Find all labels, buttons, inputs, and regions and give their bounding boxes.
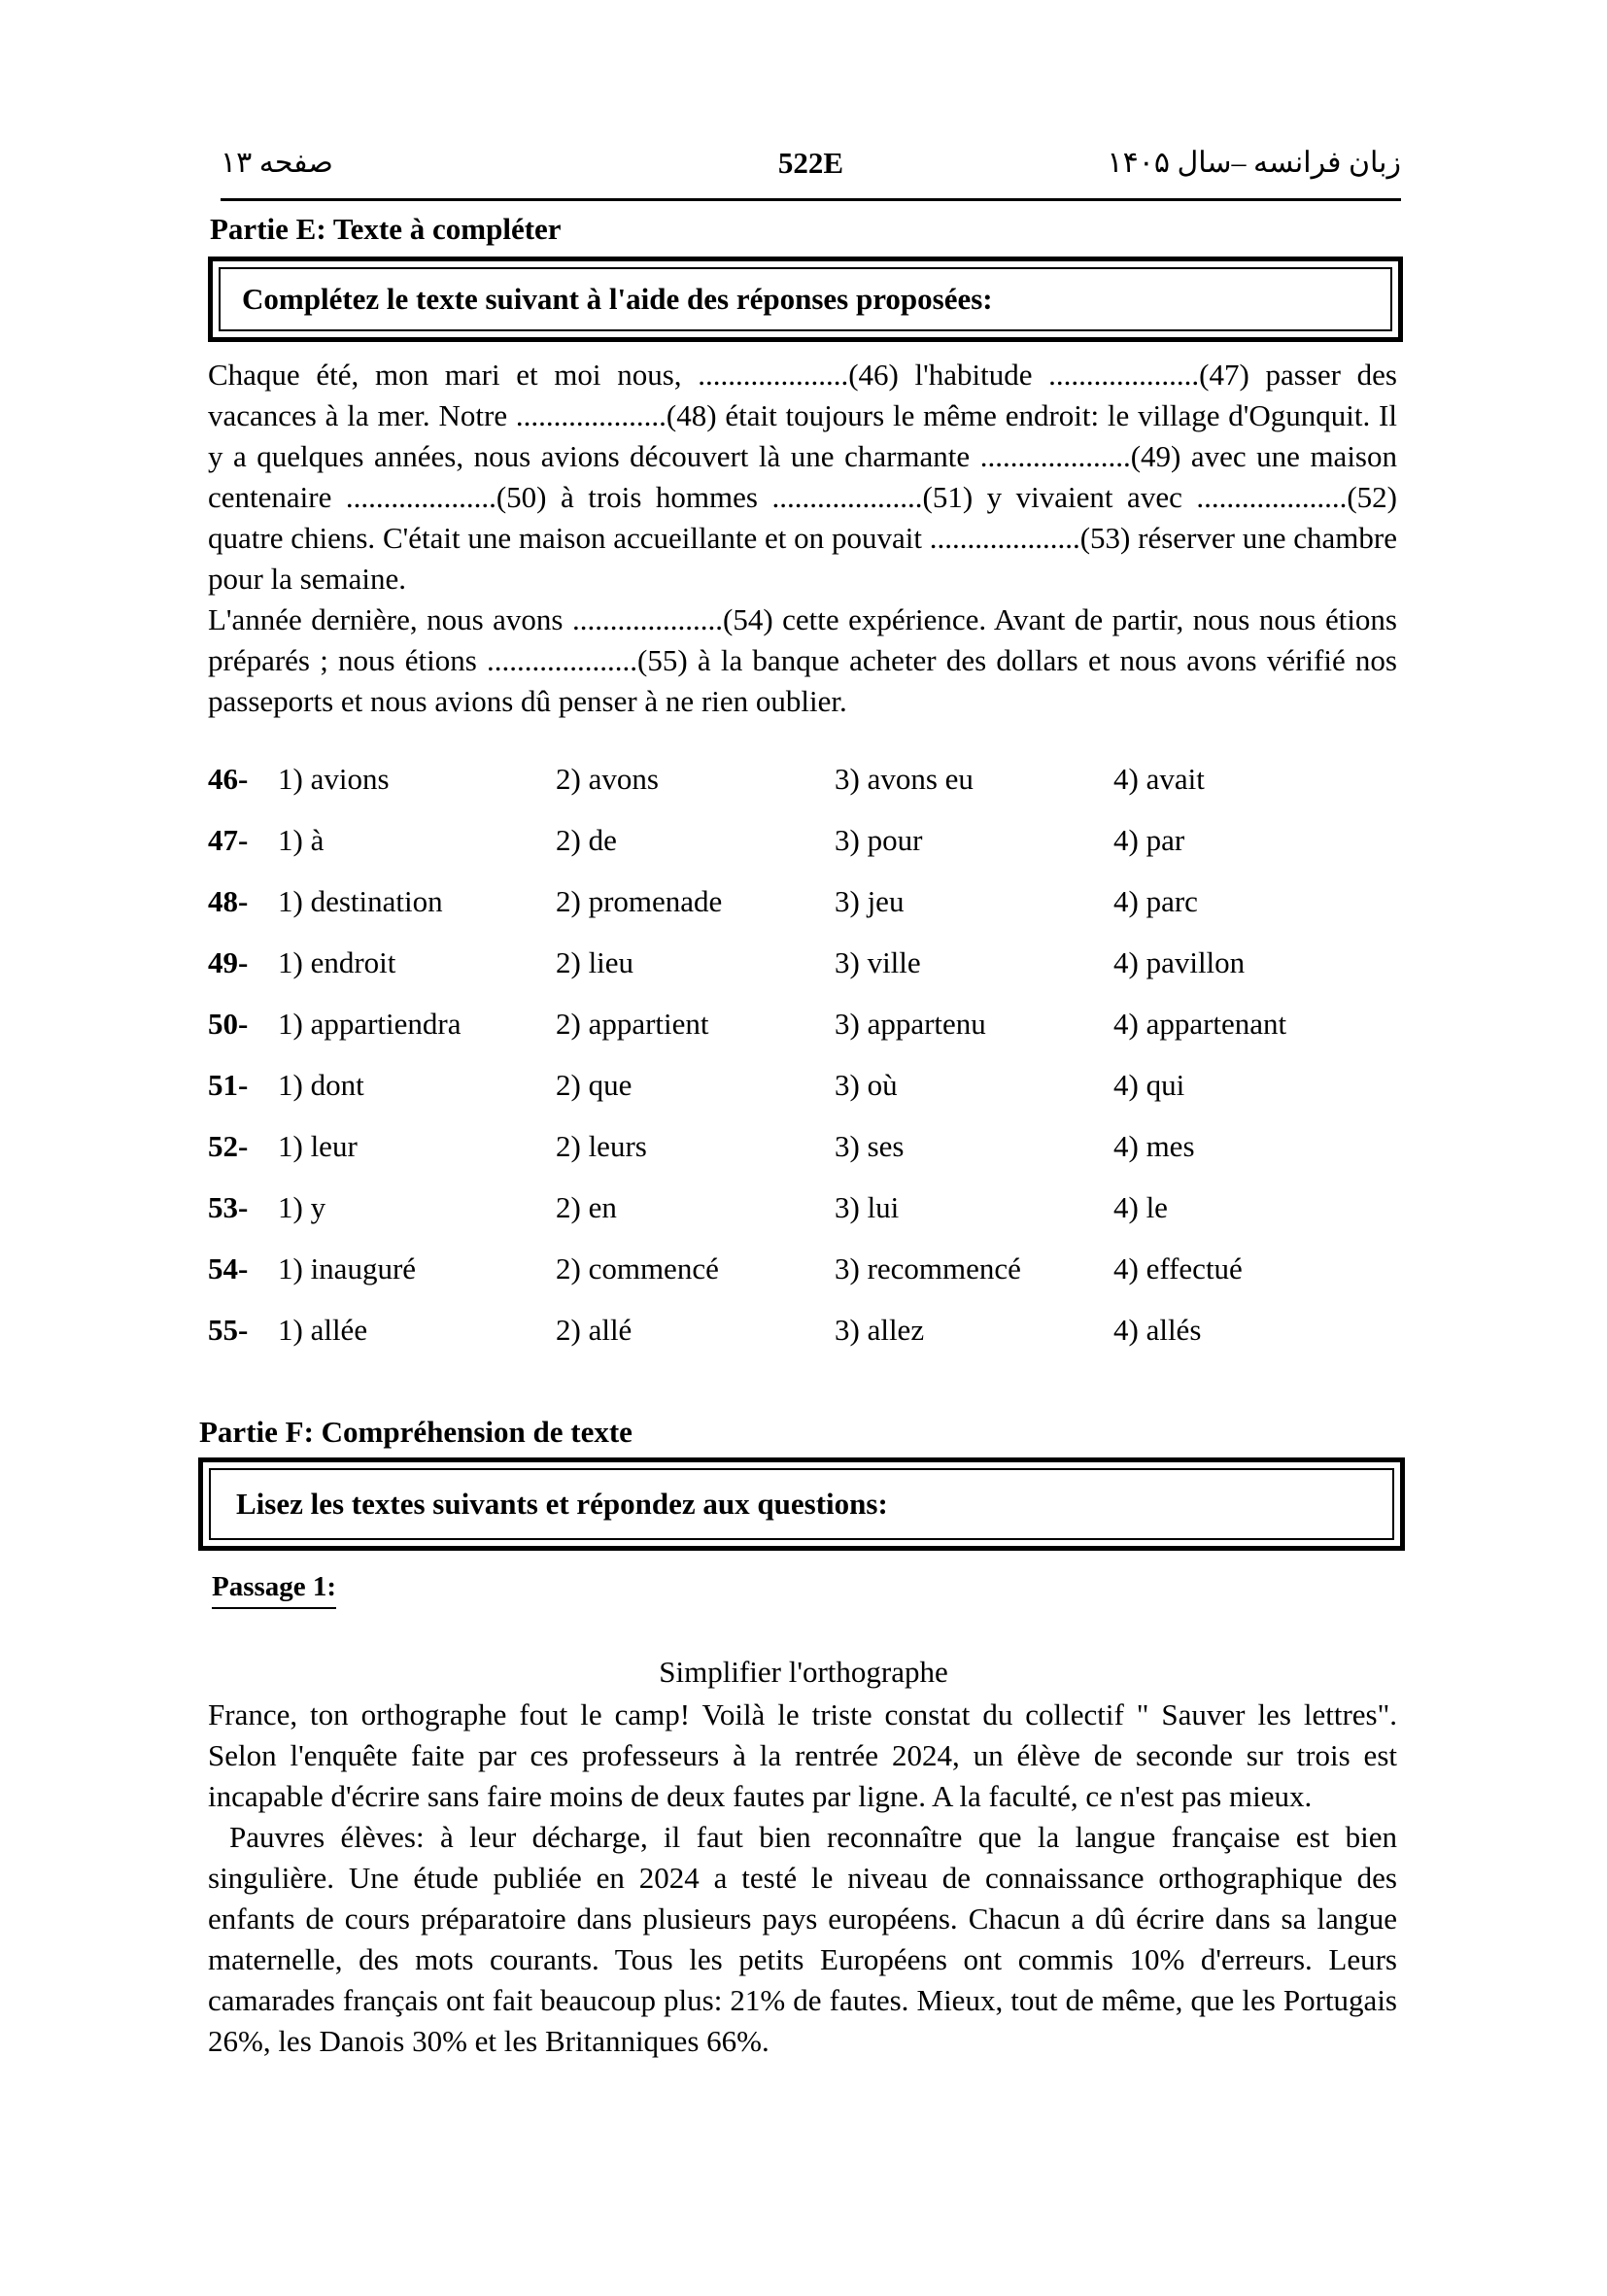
header-divider (221, 198, 1401, 201)
question-row (208, 1251, 1403, 1313)
answer-option-4[interactable]: 4) par (1113, 823, 1185, 857)
part-f-instruction: Lisez les textes suivants et répondez aux questions: (236, 1487, 888, 1521)
answer-option-3[interactable]: 3) avons eu (835, 762, 974, 796)
question-number: 49- (208, 945, 249, 979)
question-number: 48- (208, 884, 249, 918)
question-row (208, 1068, 1403, 1129)
question-number: 54- (208, 1251, 249, 1285)
question-row (208, 762, 1403, 823)
answer-option-1[interactable]: 1) dont (278, 1068, 364, 1102)
answer-option-1[interactable]: 1) destination (278, 884, 443, 918)
cloze-paragraph: L'année dernière, nous avons ....................(54) cette expérience. Avant de partir, nous nous étions préparés ; nous étions ....................(55) à la banque acheter des dollars et nous avons vérifié nos passeports et nous avions dû penser à ne rien oublier. (208, 602, 1397, 718)
passage-paragraph: France, ton orthographe fout le camp! Voilà le triste constat du collectif " Sauver les lettres". Selon l'enquête faite par ces professeurs à la rentrée 2024, un élève de seconde sur trois est incapable d'écrire sans faire moins de deux fautes par ligne. A la faculté, ce n'est pas mieux. (208, 1697, 1397, 1813)
question-row (208, 945, 1403, 1007)
part-e-title: Partie E: Texte à compléter (210, 212, 562, 246)
answer-option-1[interactable]: 1) à (278, 823, 325, 857)
answer-option-4[interactable]: 4) effectué (1113, 1251, 1243, 1285)
answer-option-3[interactable]: 3) pour (835, 823, 923, 857)
part-e-instruction: Complétez le texte suivant à l'aide des réponses proposées: (242, 282, 993, 316)
cloze-paragraph: Chaque été, mon mari et moi nous, ....................(46) l'habitude ....................(47) passer des vacances à la mer. Notre ....................(48) était toujours le même endroit: le village d'Ogunquit. Il y a quelques années, nous avions découvert là une charmante ....................(49) avec une maison centenaire ....................(50) à trois hommes ....................(51) y vivaient avec ....................(52) quatre chiens. C'était une maison accueillante et on pouvait ....................(53) réserver une chambre pour la semaine. (208, 358, 1397, 596)
question-list (208, 762, 1403, 1374)
passage-text (208, 1695, 1397, 2062)
answer-option-4[interactable]: 4) le (1113, 1190, 1168, 1224)
answer-option-1[interactable]: 1) avions (278, 762, 390, 796)
part-f-instruction-box (198, 1457, 1405, 1551)
part-e-instruction-box (208, 257, 1403, 342)
exam-subject-year: زبان فرانسه –سال ۱۴۰۵ (1107, 147, 1401, 179)
question-number: 50- (208, 1007, 249, 1041)
answer-option-3[interactable]: 3) appartenu (835, 1007, 986, 1041)
answer-option-4[interactable]: 4) allés (1113, 1313, 1202, 1347)
answer-option-4[interactable]: 4) parc (1113, 884, 1198, 918)
answer-option-3[interactable]: 3) allez (835, 1313, 925, 1347)
answer-option-2[interactable]: 2) allé (556, 1313, 633, 1347)
question-number: 46- (208, 762, 249, 796)
question-row (208, 1007, 1403, 1068)
answer-option-4[interactable]: 4) qui (1113, 1068, 1185, 1102)
answer-option-1[interactable]: 1) endroit (278, 945, 396, 979)
answer-option-1[interactable]: 1) inauguré (278, 1251, 417, 1285)
answer-option-1[interactable]: 1) y (278, 1190, 326, 1224)
question-row (208, 884, 1403, 945)
passage-title: Simplifier l'orthographe (659, 1655, 948, 1689)
page-header (221, 146, 1401, 202)
cloze-text (208, 355, 1397, 722)
answer-option-3[interactable]: 3) ville (835, 945, 921, 979)
answer-option-2[interactable]: 2) de (556, 823, 617, 857)
question-row (208, 1190, 1403, 1251)
answer-option-2[interactable]: 2) commencé (556, 1251, 719, 1285)
answer-option-2[interactable]: 2) avons (556, 762, 659, 796)
answer-option-2[interactable]: 2) en (556, 1190, 617, 1224)
answer-option-4[interactable]: 4) mes (1113, 1129, 1195, 1163)
answer-option-1[interactable]: 1) appartiendra (278, 1007, 462, 1041)
question-number: 55- (208, 1313, 249, 1347)
exam-code: 522E (777, 146, 844, 180)
answer-option-3[interactable]: 3) recommencé (835, 1251, 1021, 1285)
question-number: 53- (208, 1190, 249, 1224)
part-f-title: Partie F: Compréhension de texte (199, 1415, 633, 1449)
passage-paragraph: Pauvres élèves: à leur décharge, il faut bien reconnaître que la langue française est bien singulière. Une étude publiée en 2024 a testé le niveau de connaissance orthographique des enfants de cours préparatoire dans plusieurs pays européens. Chacun a dû écrire dans sa langue maternelle, des mots courants. Tous les petits Européens ont commis 10% d'erreurs. Leurs camarades français ont fait beaucoup plus: 21% de fautes. Mieux, tout de même, que les Portugais 26%, les Danois 30% et les Britanniques 66%. (208, 1820, 1397, 2058)
page-number: صفحه ۱۳ (221, 147, 333, 179)
answer-option-3[interactable]: 3) ses (835, 1129, 905, 1163)
answer-option-3[interactable]: 3) où (835, 1068, 898, 1102)
answer-option-2[interactable]: 2) leurs (556, 1129, 647, 1163)
answer-option-3[interactable]: 3) jeu (835, 884, 905, 918)
question-row (208, 823, 1403, 884)
answer-option-1[interactable]: 1) leur (278, 1129, 358, 1163)
answer-option-4[interactable]: 4) appartenant (1113, 1007, 1287, 1041)
answer-option-3[interactable]: 3) lui (835, 1190, 900, 1224)
passage-label: Passage 1: (212, 1571, 336, 1609)
question-row (208, 1129, 1403, 1190)
question-row (208, 1313, 1403, 1374)
answer-option-2[interactable]: 2) que (556, 1068, 633, 1102)
answer-option-2[interactable]: 2) appartient (556, 1007, 709, 1041)
answer-option-1[interactable]: 1) allée (278, 1313, 368, 1347)
question-number: 51- (208, 1068, 249, 1102)
question-number: 47- (208, 823, 249, 857)
answer-option-4[interactable]: 4) avait (1113, 762, 1205, 796)
answer-option-2[interactable]: 2) lieu (556, 945, 634, 979)
answer-option-4[interactable]: 4) pavillon (1113, 945, 1246, 979)
question-number: 52- (208, 1129, 249, 1163)
answer-option-2[interactable]: 2) promenade (556, 884, 723, 918)
